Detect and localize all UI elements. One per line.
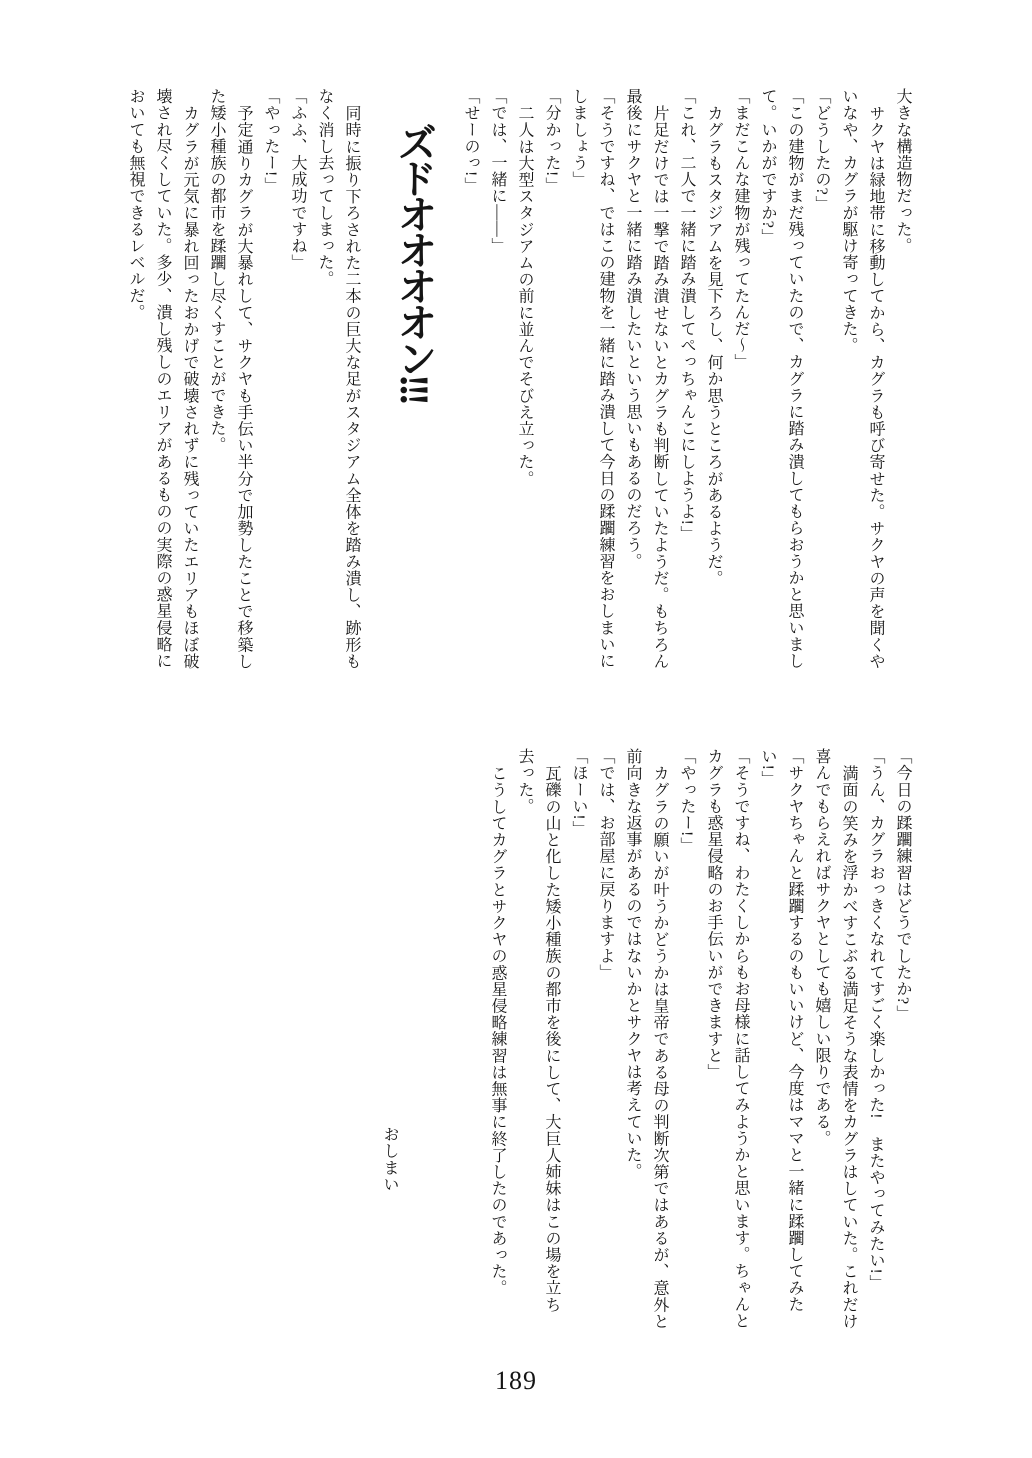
narration-paragraph: 片足だけでは一撃で踏み潰せないとカグラも判断していたようだ。もちろん最後にサクヤと一緒に踏み潰したいという思いもあるのだろう。 <box>624 88 668 670</box>
dialogue-line: 「そうですね、ではこの建物を一緒に踏み潰して今日の蹂躙練習をおしまいにしましょう」 <box>570 88 614 669</box>
page-number: 189 <box>495 1366 537 1395</box>
narration-paragraph: カグラが元気に暴れ回ったおかげで破壊されずに残っていたエリアもほぼ破壊され尽くしていた。多少、潰し残しのエリアがあるものの実際の惑星侵略においても無視できるレベルだ。 <box>127 88 198 670</box>
narration-paragraph: カグラの願いが叶うかどうかは皇帝である母の判断次第ではあるが、意外と前向きな返事があるのではないかとサクヤは考えていた。 <box>624 748 668 1330</box>
dialogue-line: 「どうしたの?」 <box>813 88 830 212</box>
dialogue-line: 「そうですね、わたくしからもお母様に話してみようかと思います。ちゃんとカグラも惑星侵略のお手伝いができますと」 <box>705 748 749 1329</box>
dialogue-line: 「やったー!」 <box>262 88 279 194</box>
narration-paragraph: 予定通りカグラが大暴れして、サクヤも手伝い半分で加勢したことで移築した矮小種族の都市を蹂躙し尽くすことができた。 <box>208 88 252 670</box>
dialogue-line: 「分かった!」 <box>543 88 560 194</box>
dialogue-line: 「やったー!」 <box>678 748 695 854</box>
ending-text: おしまい <box>381 1126 398 1193</box>
dialogue-line: 「今日の蹂躙練習はどうでしたか?」 <box>894 748 911 1022</box>
dialogue-line: 「ふふ、大成功ですね」 <box>289 88 306 271</box>
dialogue-line: 「うん、カグラおっきくなれてすごく楽しかった! またやってみたい!」 <box>867 748 884 1292</box>
dialogue-line: 「せーのっ!」 <box>462 88 479 194</box>
top-text-block <box>122 88 916 680</box>
dialogue-line: 「これ、二人で一緒に踏み潰してぺっちゃんこにしようよ!」 <box>678 88 695 543</box>
bottom-text-block <box>376 748 916 1340</box>
narration-paragraph: 満面の笑みを浮かべすこぶる満足そうな表情をカグラはしていた。これだけ喜んでもらえればサクヤとしても嬉しい限りである。 <box>813 748 857 1330</box>
dialogue-line: 「では、お部屋に戻りますよ」 <box>597 748 614 981</box>
dialogue-line: 「まだこんな建物が残ってたんだ〜」 <box>732 88 749 371</box>
narration-paragraph: サクヤは緑地帯に移動してから、カグラも呼び寄せた。サクヤの声を聞くやいなや、カグラが駆け寄ってきた。 <box>840 88 884 670</box>
dialogue-line: 「サクヤちゃんと蹂躙するのもいいけど、今度はママと一緒に蹂躙してみたい!」 <box>759 748 803 1313</box>
sound-effect-text: ズドオオオオン!!! <box>392 122 437 402</box>
narration-paragraph: 大きな構造物だった。 <box>894 88 911 254</box>
narration-paragraph: 二人は大型スタジアムの前に並んでそびえ立った。 <box>516 105 533 487</box>
narration-paragraph: カグラもスタジアムを見下ろし、何か思うところがあるようだ。 <box>705 105 722 587</box>
dialogue-line: 「この建物がまだ残っていたので、カグラに踏み潰してもらおうかと思いまして。いかがですか?」 <box>759 88 803 669</box>
narration-paragraph: 瓦礫の山と化した矮小種族の都市を後にして、大巨人姉妹はこの場を立ち去った。 <box>516 748 560 1313</box>
narration-paragraph: 同時に振り下ろされた二本の巨大な足がスタジアム全体を踏み潰し、跡形もなく消し去ってしまった。 <box>316 88 360 670</box>
narration-paragraph: こうしてカグラとサクヤの惑星侵略練習は無事に終了したのであった。 <box>489 765 506 1297</box>
dialogue-line: 「では、一緒に――」 <box>489 88 506 254</box>
dialogue-line: 「ほーい!」 <box>570 748 587 837</box>
